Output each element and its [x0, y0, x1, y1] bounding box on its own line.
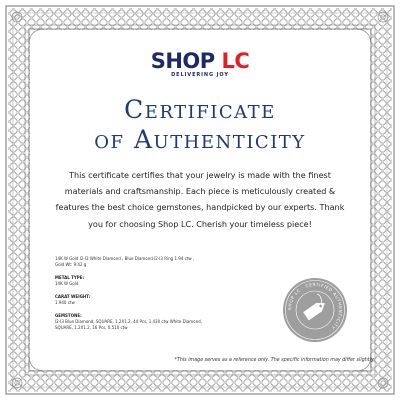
- product-description-line2: Gold Wt: 9.42 g: [55, 262, 87, 268]
- certified-tag-seal-icon: [282, 277, 348, 343]
- certificate-title-line2: of Authenticity: [94, 125, 306, 154]
- brand-name: [0, 50, 400, 72]
- gemstone-label: GEMSTONE:: [55, 312, 82, 318]
- brand-name-lc: LC: [214, 49, 250, 73]
- metal-type-value: 14K W Gold: [55, 281, 79, 287]
- gemstone-value-line1: I2-I3 Blue Diamond, SQUARE, 1.2X1.2, 44 Pcs, 1.430 ctw White Diamond,: [55, 318, 202, 324]
- product-description-line1: 14K W Gold I2-I3 White Diamond , Blue Diamond I2-I3 Ring 1.94 ctw ,: [55, 256, 195, 261]
- metal-type-label: METAL TYPE:: [55, 274, 85, 280]
- certificate-title-line1: Certificate: [124, 95, 276, 124]
- certificate-intro-text: This certificate certifies that your jewelry is made with the finest materials and craftsmanship. Each piece is meticulously created & features the best choice gemstones, handpicked by our experts. Thank you for choosing Shop LC. Cherish your timeless piece!: [55, 170, 345, 229]
- gemstone-value-line2: SQUARE, 1.2X1.2, 16 Pcs, 0.510 ctw: [55, 325, 128, 331]
- brand-tagline: DELIVERING JOY: [171, 72, 229, 78]
- seal-ring-text: SHOP LC · CERTIFIED AUTHENTICITY ·: [286, 281, 344, 334]
- brand-logo: [0, 50, 400, 78]
- carat-weight-value: 1.940 ctw: [55, 300, 75, 306]
- carat-weight-label: CARAT WEIGHT:: [55, 293, 91, 299]
- product-details: [55, 256, 275, 331]
- brand-name-shop: SHOP: [150, 49, 215, 73]
- disclaimer-note: *This image serves as a reference only. The specific information may differ slightly.: [174, 358, 375, 363]
- certificate-title: [0, 95, 400, 155]
